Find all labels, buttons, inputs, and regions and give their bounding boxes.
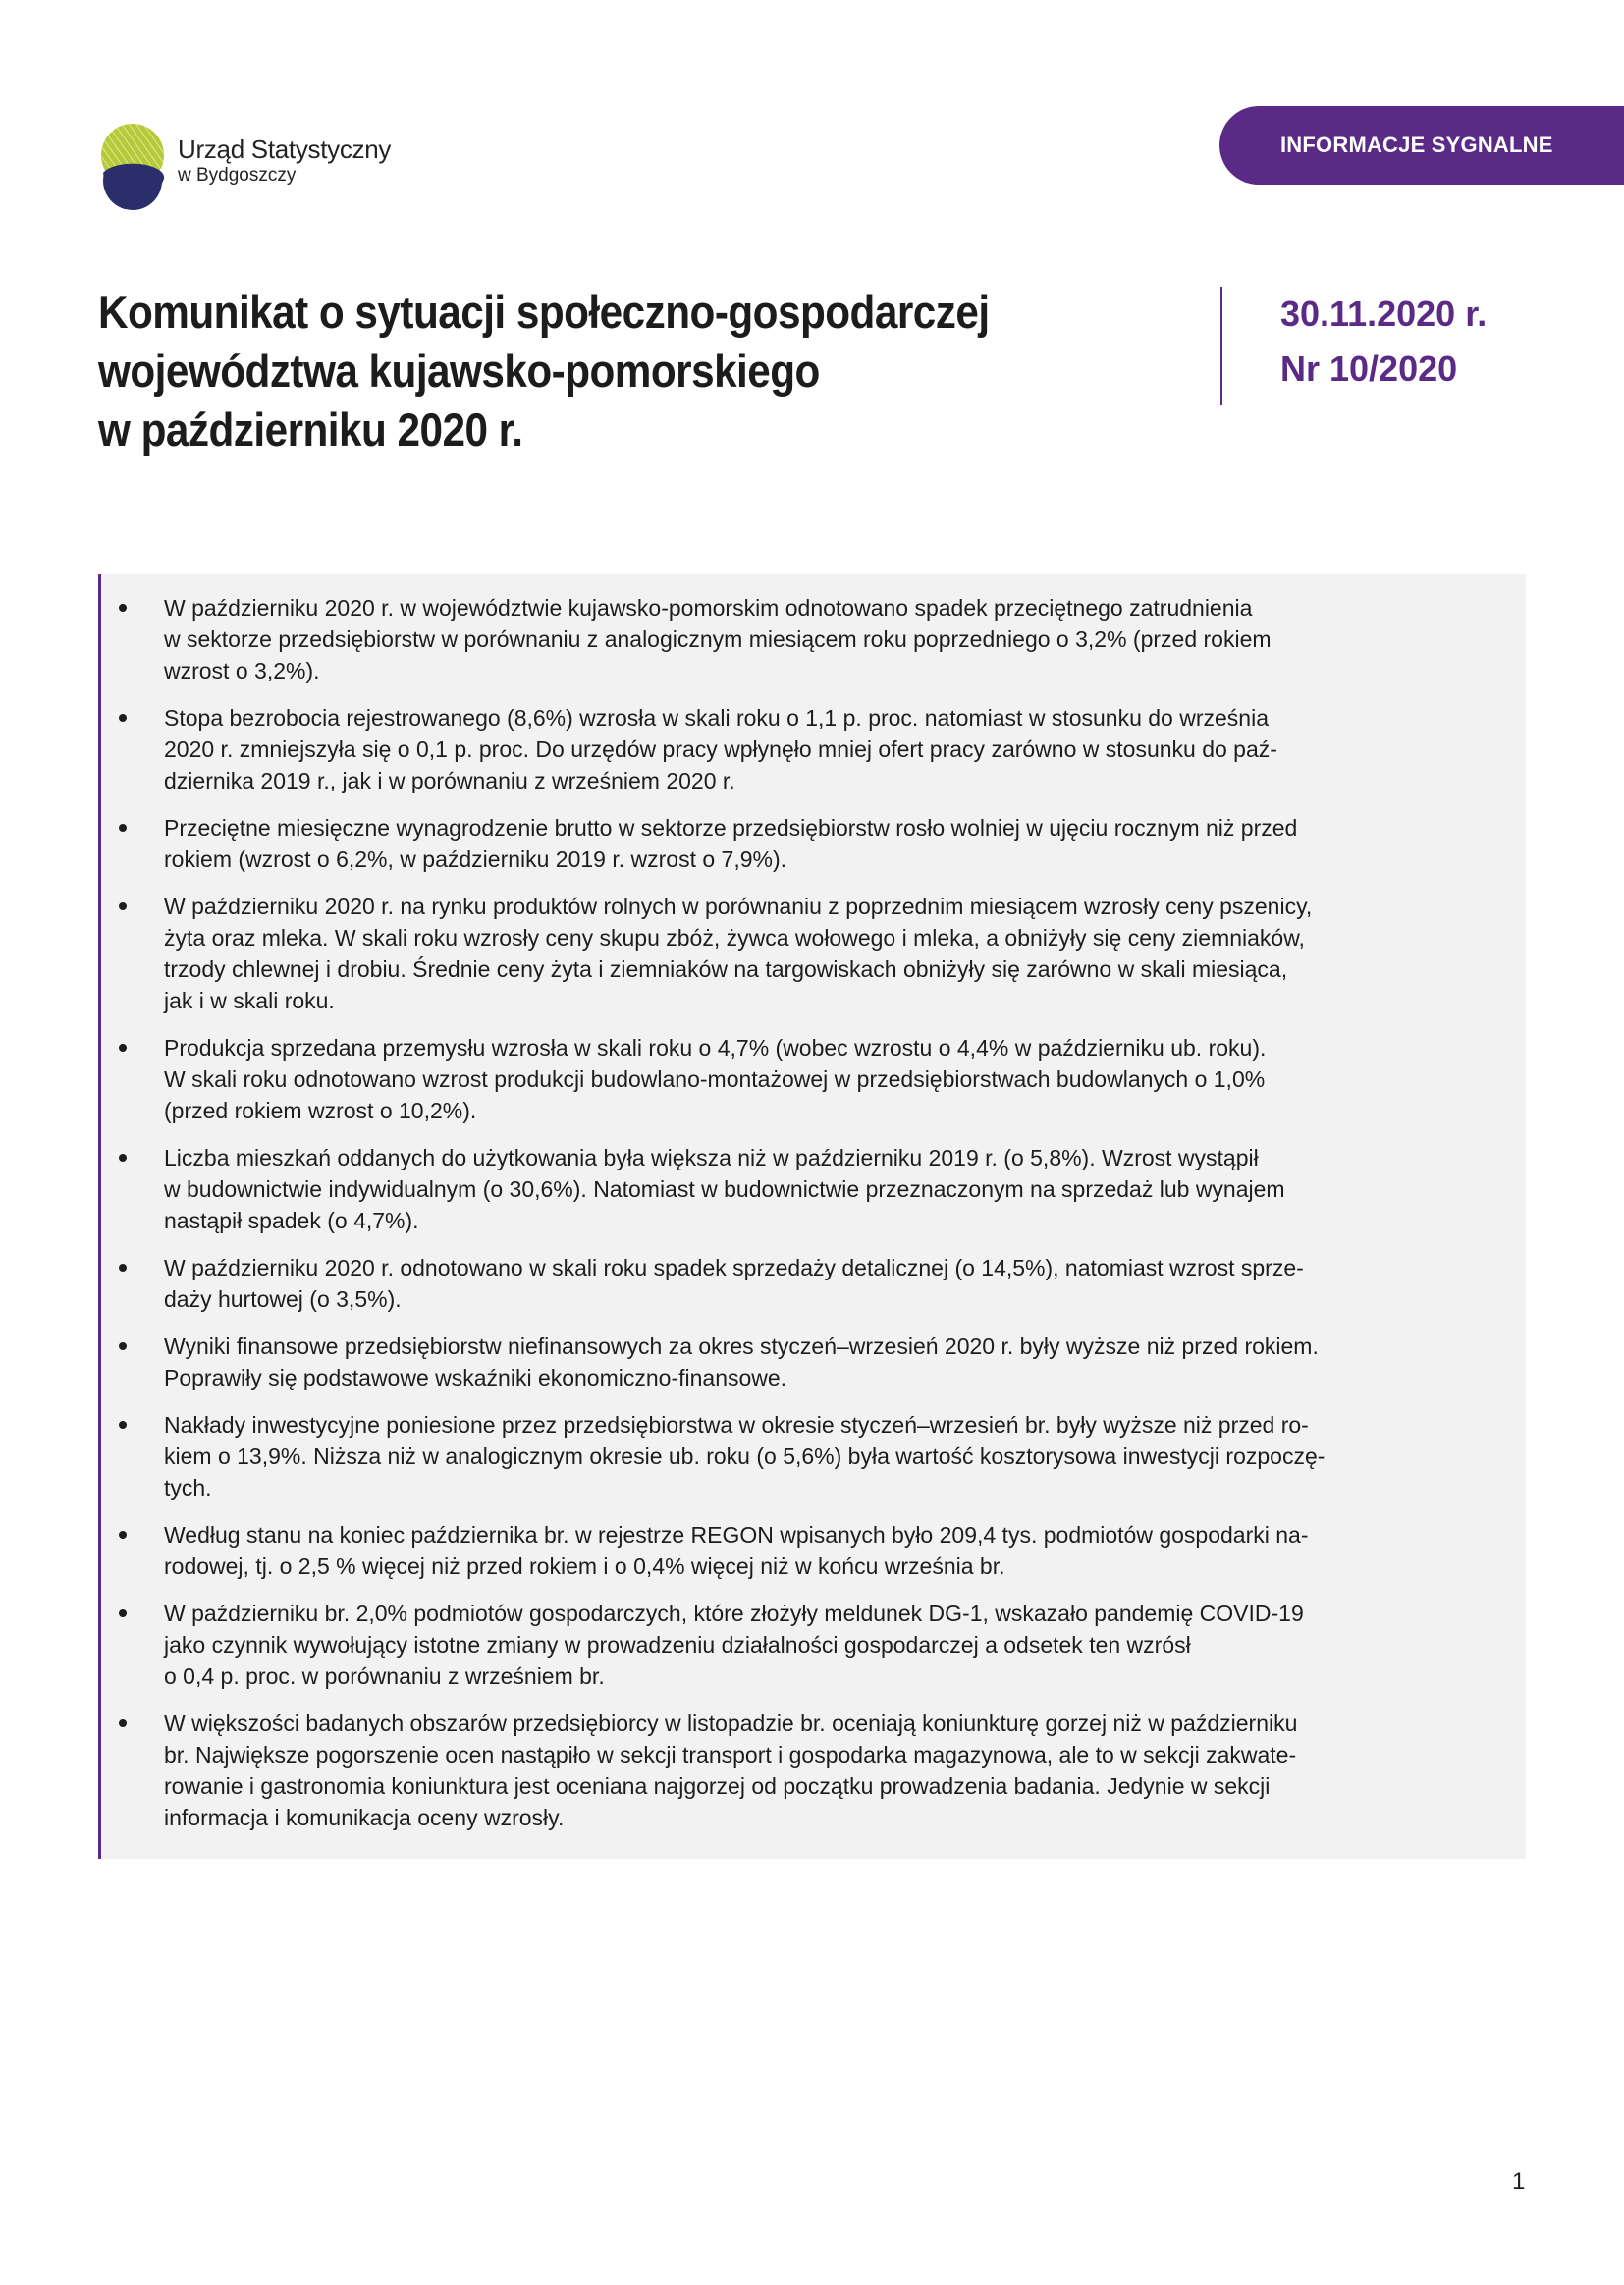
divider [1220,287,1222,405]
title-line: w październiku 2020 r. [98,404,523,456]
list-item-text: w sektorze przedsiębiorstw w porównaniu z analogicznym miesiącem roku poprzedniego o 3,2% (przed rokiem [164,626,1272,652]
list-item-text: rowanie i gastronomia koniunktura jest oceniana najgorzej od początku prowadzenia badania. Jedynie w sekcji [164,1773,1271,1799]
list-item-text: dziernika 2019 r., jak i w porównaniu z wrześniem 2020 r. [164,768,735,793]
highlights-list [101,574,1526,1833]
bullet-icon [119,1421,127,1429]
list-item-text: daży hurtowej (o 3,5%). [164,1286,402,1312]
list-item-text: kiem o 13,9%. Niższa niż w analogicznym okresie ub. roku (o 5,6%) była wartość kosztorysowa inwestycji rozpoczę- [164,1443,1326,1469]
list-item [101,1032,1526,1126]
list-item-text: Liczba mieszkań oddanych do użytkowania była większa niż w październiku 2019 r. (o 5,8%). Wzrost wystąpił [164,1145,1259,1170]
list-item-text: o 0,4 p. proc. w porównaniu z wrześniem br. [164,1663,605,1689]
list-item-text: Przeciętne miesięczne wynagrodzenie brutto w sektorze przedsiębiorstw rosło wolniej w ujęciu rocznym niż przed [164,815,1298,841]
logo [101,116,474,214]
highlights-box [98,574,1526,1859]
bullet-icon [119,902,127,910]
bullet-icon [119,714,127,722]
list-item-text: tych. [164,1475,212,1500]
list-item [101,592,1526,686]
list-item-text: (przed rokiem wzrost o 10,2%). [164,1098,477,1123]
bullet-icon [119,1342,127,1350]
list-item [101,1252,1526,1315]
list-item [101,1598,1526,1692]
list-item-text: trzody chlewnej i drobiu. Średnie ceny żyta i ziemniaków na targowiskach obniżyły się zarówno w skali miesiąca, [164,956,1288,982]
list-item [101,891,1526,1016]
bullet-icon [119,1154,127,1162]
bullet-icon [119,1719,127,1727]
list-item [101,1331,1526,1393]
logo-emblem-icon [101,116,170,214]
list-item-text: Według stanu na koniec października br. w rejestrze REGON wpisanych było 209,4 tys. podmiotów gospodarki na- [164,1522,1309,1548]
list-item-text: W październiku br. 2,0% podmiotów gospodarczych, które złożyły meldunek DG-1, wskazało pandemię COVID-19 [164,1601,1304,1626]
list-item-text: Stopa bezrobocia rejestrowanego (8,6%) wzrosła w skali roku o 1,1 p. proc. natomiast w stosunku do września [164,705,1269,731]
list-item-text: żyta oraz mleka. W skali roku wzrosły ceny skupu zbóż, żywca wołowego i mleka, a obniżyły się ceny ziemniaków, [164,925,1305,951]
list-item-text: Nakłady inwestycyjne poniesione przez przedsiębiorstwa w okresie styczeń–wrzesień br. były wyższe niż przed ro- [164,1412,1309,1438]
list-item-text: rodowej, tj. o 2,5 % więcej niż przed rokiem i o 0,4% więcej niż w końcu września br. [164,1553,1005,1579]
list-item [101,1519,1526,1582]
list-item-text: Poprawiły się podstawowe wskaźniki ekonomiczno-finansowe. [164,1365,787,1390]
list-item [101,1708,1526,1833]
logo-name: Urząd Statystyczny [178,135,392,164]
bullet-icon [119,1531,127,1539]
list-item-text: W październiku 2020 r. w województwie kujawsko-pomorskim odnotowano spadek przeciętnego zatrudnienia [164,595,1253,621]
title-line: województwa kujawsko-pomorskiego [98,345,820,397]
section-tag: INFORMACJE SYGNALNE [1219,106,1624,185]
list-item-text: W październiku 2020 r. odnotowano w skali roku spadek sprzedaży detalicznej (o 14,5%), natomiast wzrost sprze- [164,1255,1304,1280]
list-item-text: jak i w skali roku. [164,988,335,1013]
list-item-text: br. Największe pogorszenie ocen nastąpiło w sekcji transport i gospodarka magazynowa, ale to w sekcji zakwate- [164,1742,1297,1768]
page-number: 1 [1512,2168,1526,2195]
bullet-icon [119,824,127,832]
bullet-icon [119,1044,127,1052]
list-item-text: rokiem (wzrost o 6,2%, w październiku 2019 r. wzrost o 7,9%). [164,846,787,872]
list-item-text: w budownictwie indywidualnym (o 30,6%). Natomiast w budownictwie przeznaczonym na sprzedaż lub wynajem [164,1176,1285,1202]
list-item-text: W październiku 2020 r. na rynku produktów rolnych w porównaniu z poprzednim miesiącem wzrosły ceny pszenicy, [164,894,1313,919]
list-item-text: Produkcja sprzedana przemysłu wzrosła w skali roku o 4,7% (wobec wzrostu o 4,4% w październiku ub. roku). [164,1035,1267,1061]
bullet-icon [119,1264,127,1272]
list-item-text: informacja i komunikacja oceny wzrosły. [164,1805,565,1830]
list-item-text: jako czynnik wywołujący istotne zmiany w prowadzeniu działalności gospodarczej a odsetek ten wzrósł [164,1632,1191,1658]
list-item-text: W skali roku odnotowano wzrost produkcji budowlano-montażowej w przedsiębiorstwach budowlanych o 1,0% [164,1066,1266,1092]
bullet-icon [119,604,127,612]
list-item-text: nastąpił spadek (o 4,7%). [164,1208,419,1233]
publication-number: Nr 10/2020 [1280,349,1458,389]
list-item-text: wzrost o 3,2%). [164,658,320,683]
page-title [98,283,1017,460]
list-item-text: W większości badanych obszarów przedsiębiorcy w listopadzie br. oceniają koniunkturę gorzej niż w październiku [164,1711,1298,1736]
title-line: Komunikat o sytuacji społeczno-gospodarczej [98,286,990,338]
list-item-text: Wyniki finansowe przedsiębiorstw niefinansowych za okres styczeń–wrzesień 2020 r. były wyższe niż przed rokiem. [164,1333,1319,1359]
list-item [101,1142,1526,1236]
list-item [101,1409,1526,1503]
bullet-icon [119,1609,127,1617]
list-item-text: 2020 r. zmniejszyła się o 0,1 p. proc. Do urzędów pracy wpłynęło mniej ofert pracy zarówno w stosunku do paź- [164,736,1277,762]
publication-meta [1280,287,1487,397]
list-item [101,812,1526,875]
logo-city: w Bydgoszczy [178,165,297,186]
list-item [101,702,1526,796]
publication-date: 30.11.2020 r. [1280,294,1488,334]
